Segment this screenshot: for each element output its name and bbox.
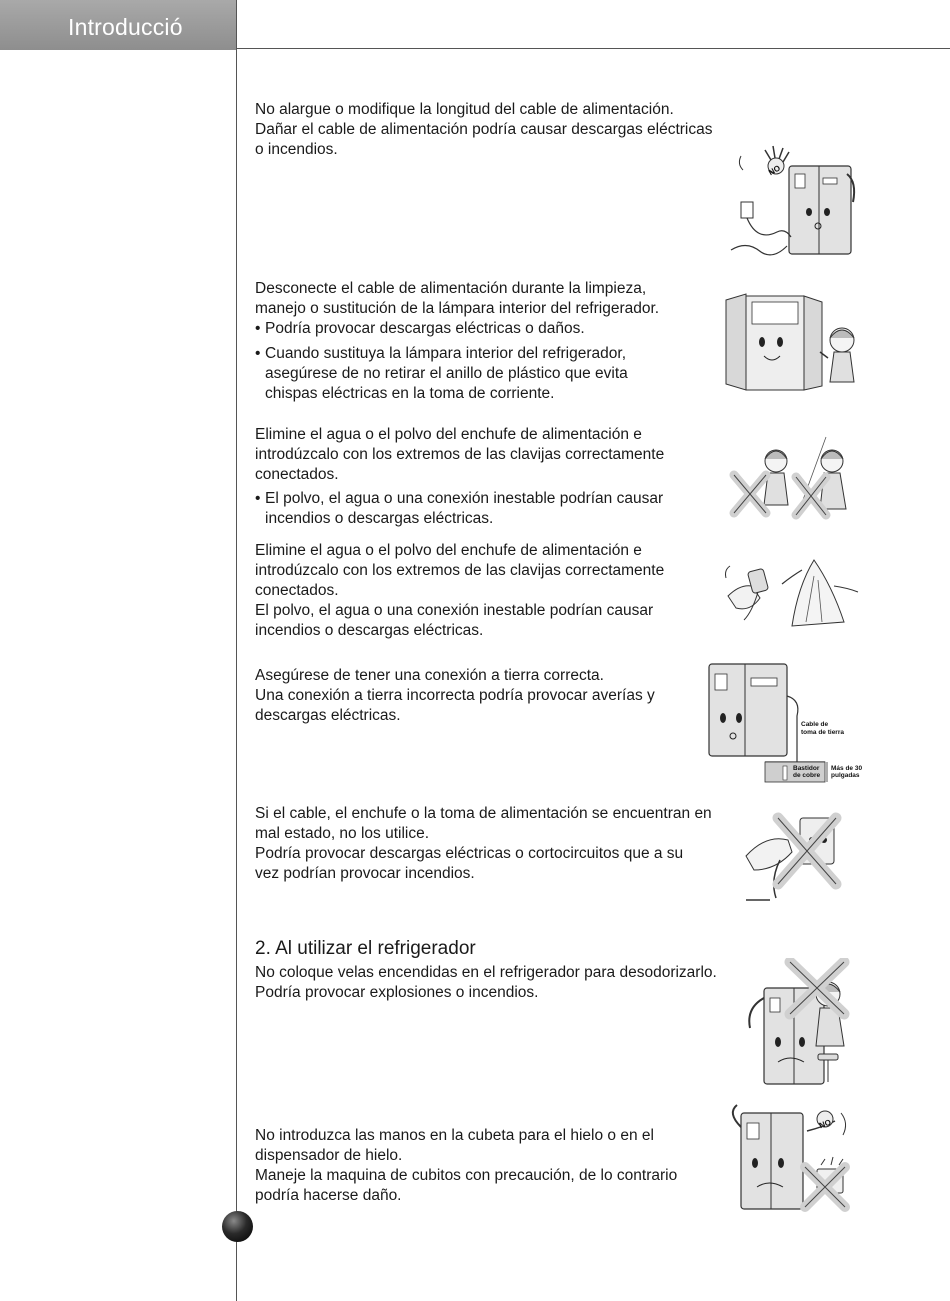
text-line: dispensador de hielo. [255,1147,403,1164]
warning-unplug-cleaning [255,279,659,404]
warning-dust-plug [255,425,664,529]
text-line: No introduzca las manos en la cubeta para el hielo o en el [255,1127,654,1144]
plug-dust-cross-icon [726,435,866,525]
header-divider [237,48,950,49]
text-line: incendios o descargas eléctricas. [255,622,484,639]
text-line: o incendios. [255,141,338,158]
fridge-ground-icon [705,660,870,788]
section-heading: 2. Al utilizar el refrigerador [255,938,476,959]
text-line: Una conexión a tierra incorrecta podría provocar averías y [255,687,655,704]
warning-dust-plug-repeat [255,541,664,641]
text-line: conectados. [255,582,339,599]
text-line: podría hacerse daño. [255,1187,402,1204]
text-line: El polvo, el agua o una conexión inestable podrían causar [265,490,664,507]
text-line: Dañar el cable de alimentación podría causar descargas eléctricas [255,121,713,138]
page-number-dot [222,1211,253,1242]
depth-label-2: pulgadas [831,772,860,779]
bullet-dot: • [255,320,261,337]
text-line: El polvo, el agua o una conexión inestable podrían causar [255,602,654,619]
text-line: Podría provocar explosiones o incendios. [255,984,539,1001]
fridge-lamp-icon [724,292,864,394]
text-line: Cuando sustituya la lámpara interior del refrigerador, [265,345,626,362]
text-line: Elimine el agua o el polvo del enchufe de alimentación e [255,426,642,443]
bullet-dot: • [255,345,261,362]
text-line: conectados. [255,466,339,483]
ground-cable-label-1: Cable de [801,721,829,728]
plug-cloth-icon [722,556,862,628]
no-sign-text: NO [767,163,782,178]
depth-label-1: Más de 30 [831,765,863,772]
fridge-ice-hand-cross-icon [727,1103,857,1215]
copper-frame-label-1: Bastidor [793,765,820,772]
text-line: introdúzcalo con los extremos de las clavijas correctamente [255,446,665,463]
text-line: descargas eléctricas. [255,707,401,724]
page-title: Introducció [68,14,183,40]
text-line: Elimine el agua o el polvo del enchufe de alimentación e [255,542,642,559]
text-line: Desconecte el cable de alimentación durante la limpieza, [255,280,647,297]
text-line: manejo o sustitución de la lámpara interior del refrigerador. [255,300,660,317]
text-line: No alargue o modifique la longitud del cable de alimentación. [255,101,674,118]
text-line: chispas eléctricas en la toma de corriente. [265,385,555,402]
text-line: introdúzcalo con los extremos de las clavijas correctamente [255,562,665,579]
bullet-item [255,489,664,529]
damaged-outlet-cross-icon [740,810,850,905]
ground-cable-label-2: toma de tierra [801,729,844,736]
margin-divider [236,0,237,1301]
bullet-item [255,344,659,404]
text-line: No coloque velas encendidas en el refrigerador para desodorizarlo. [255,964,717,981]
bullet-item [255,319,659,339]
text-line: Podría provocar descargas eléctricas o daños. [265,320,585,337]
warning-damaged-cord [255,804,712,884]
header-tab [0,0,237,50]
no-sign-text: NO [817,1117,833,1131]
text-line: Maneje la maquina de cubitos con precaución, de lo contrario [255,1167,678,1184]
fridge-candle-cross-icon [742,958,852,1088]
text-line: Podría provocar descargas eléctricas o cortocircuitos que a su [255,845,684,862]
fridge-no-cord-icon [727,142,867,262]
text-line: asegúrese de no retirar el anillo de plástico que evita [265,365,628,382]
text-line: mal estado, no los utilice. [255,825,430,842]
warning-ice-bin [255,1126,677,1206]
text-line: Asegúrese de tener una conexión a tierra correcta. [255,667,604,684]
warning-grounding [255,666,655,726]
text-line: Si el cable, el enchufe o la toma de alimentación se encuentran en [255,805,712,822]
bullet-dot: • [255,490,261,507]
warning-candles [255,963,717,1003]
text-line: incendios o descargas eléctricas. [265,510,494,527]
warning-extension-cord [255,100,713,160]
copper-frame-label-2: de cobre [793,772,821,779]
text-line: vez podrían provocar incendios. [255,865,475,882]
